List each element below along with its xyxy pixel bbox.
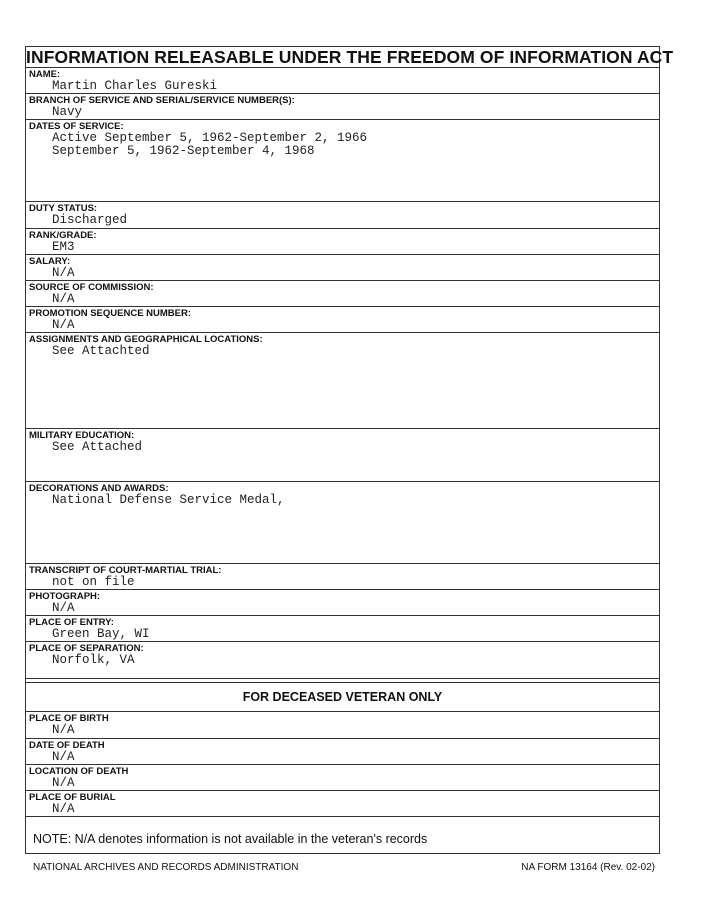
field-label: PLACE OF BURIAL bbox=[29, 792, 116, 803]
field-value: N/A bbox=[52, 292, 75, 306]
field-label: DATE OF DEATH bbox=[29, 740, 105, 751]
field-label: MILITARY EDUCATION: bbox=[29, 430, 135, 441]
field-promotion-sequence-number bbox=[26, 307, 659, 333]
field-value: N/A bbox=[52, 802, 75, 816]
foia-form bbox=[25, 46, 674, 854]
field-rank-grade bbox=[26, 229, 659, 255]
field-location-of-death bbox=[26, 765, 659, 791]
field-value: EM3 bbox=[52, 240, 75, 254]
field-value: not on file bbox=[52, 575, 135, 589]
field-source-of-commission bbox=[26, 281, 659, 307]
field-label: DATES OF SERVICE: bbox=[29, 121, 124, 132]
field-photograph bbox=[26, 590, 659, 616]
field-label: PLACE OF BIRTH bbox=[29, 713, 109, 724]
field-dates-of-service bbox=[26, 120, 659, 202]
footer-form-number: NA FORM 13164 (Rev. 02-02) bbox=[521, 862, 655, 873]
field-place-of-burial bbox=[26, 791, 659, 817]
field-label: LOCATION OF DEATH bbox=[29, 766, 129, 777]
field-label: NAME: bbox=[29, 69, 61, 80]
field-value: N/A bbox=[52, 750, 75, 764]
field-value: National Defense Service Medal, bbox=[52, 493, 285, 507]
field-place-of-entry bbox=[26, 616, 659, 642]
field-label: DUTY STATUS: bbox=[29, 203, 98, 214]
field-value: N/A bbox=[52, 318, 75, 332]
field-label: SALARY: bbox=[29, 256, 71, 267]
field-label: BRANCH OF SERVICE AND SERIAL/SERVICE NUMBER(S): bbox=[29, 95, 295, 106]
form-title: INFORMATION RELEASABLE UNDER THE FREEDOM OF INFORMATION ACT bbox=[26, 47, 674, 67]
field-decorations-and-awards bbox=[26, 482, 659, 564]
field-date-of-death bbox=[26, 739, 659, 765]
field-value: N/A bbox=[52, 266, 75, 280]
field-label: DECORATIONS AND AWARDS: bbox=[29, 483, 169, 494]
field-place-of-separation bbox=[26, 642, 659, 679]
field-duty-status bbox=[26, 202, 659, 229]
footer-agency: NATIONAL ARCHIVES AND RECORDS ADMINISTRATION bbox=[33, 862, 299, 873]
field-value: Navy bbox=[52, 105, 83, 119]
field-court-martial-transcript bbox=[26, 564, 659, 590]
field-value: Discharged bbox=[52, 213, 128, 227]
field-place-of-birth bbox=[26, 712, 659, 739]
field-value: N/A bbox=[52, 776, 75, 790]
field-value: September 5, 1962-September 4, 1968 bbox=[52, 144, 315, 158]
field-label: SOURCE OF COMMISSION: bbox=[29, 282, 154, 293]
field-branch-of-service bbox=[26, 94, 659, 120]
field-value: N/A bbox=[52, 601, 75, 615]
field-label: RANK/GRADE: bbox=[29, 230, 97, 241]
field-label: PLACE OF ENTRY: bbox=[29, 617, 114, 628]
field-value: Green Bay, WI bbox=[52, 627, 150, 641]
field-salary bbox=[26, 255, 659, 281]
field-military-education bbox=[26, 429, 659, 482]
field-label: TRANSCRIPT OF COURT-MARTIAL TRIAL: bbox=[29, 565, 222, 576]
field-label: PLACE OF SEPARATION: bbox=[29, 643, 144, 654]
note-text: NOTE: N/A denotes information is not available in the veteran's records bbox=[33, 832, 428, 846]
deceased-section-heading: FOR DECEASED VETERAN ONLY bbox=[26, 683, 659, 712]
field-label: ASSIGNMENTS AND GEOGRAPHICAL LOCATIONS: bbox=[29, 334, 263, 345]
field-value: Active September 5, 1962-September 2, 1966 bbox=[52, 131, 368, 145]
field-value: Martin Charles Gureski bbox=[52, 79, 218, 93]
field-assignments bbox=[26, 333, 659, 429]
field-label: PHOTOGRAPH: bbox=[29, 591, 101, 602]
field-value: Norfolk, VA bbox=[52, 653, 135, 667]
field-value: N/A bbox=[52, 723, 75, 737]
field-name bbox=[26, 68, 659, 94]
field-value: See Attachted bbox=[52, 344, 150, 358]
field-value: See Attached bbox=[52, 440, 143, 454]
field-label: PROMOTION SEQUENCE NUMBER: bbox=[29, 308, 192, 319]
